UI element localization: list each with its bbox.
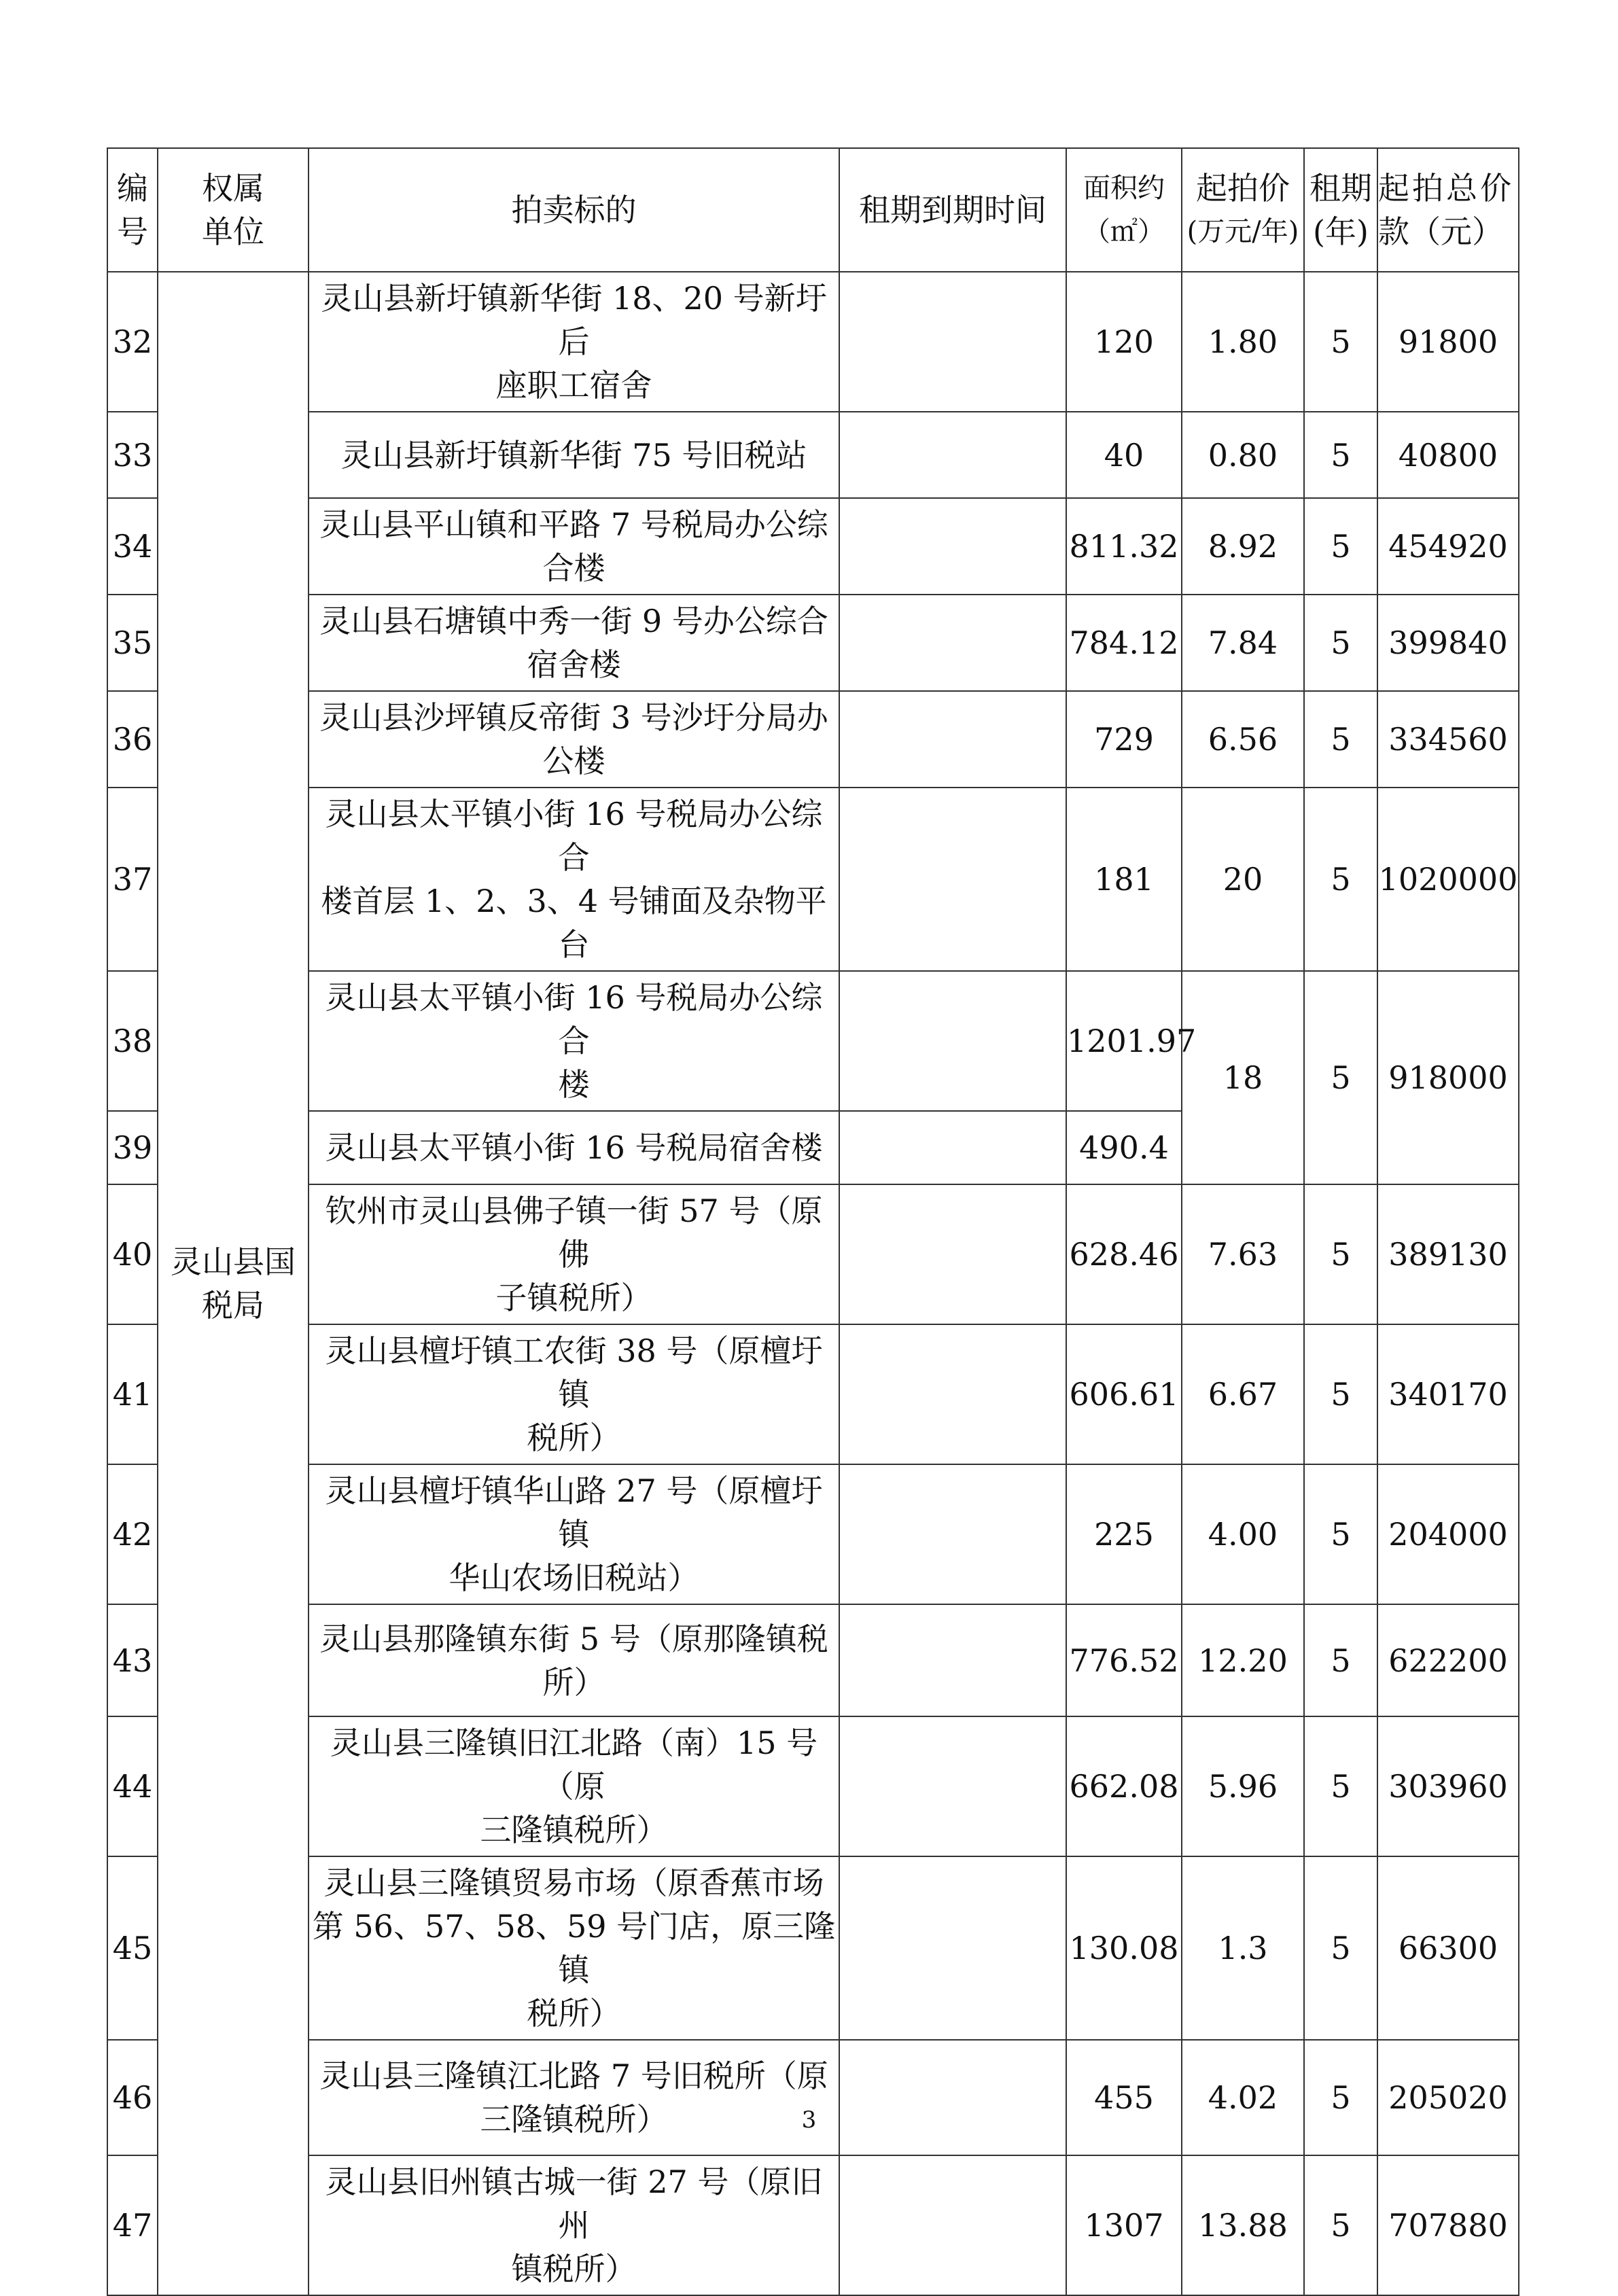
- row-subject: [309, 498, 839, 595]
- row-price: 5.96: [1182, 1716, 1304, 1856]
- row-term: 5: [1304, 595, 1377, 691]
- row-subject-line: 合楼: [542, 550, 605, 586]
- row-area: 490.4: [1066, 1111, 1182, 1184]
- row-area: 662.08: [1066, 1716, 1182, 1856]
- row-subject-line: 灵山县太平镇小街 16 号税局办公综合: [325, 796, 823, 876]
- row-area: 1307: [1066, 2155, 1182, 2295]
- row-subject-line: 宿舍楼: [527, 646, 621, 683]
- table-row: [107, 412, 1519, 498]
- row-area: 225: [1066, 1464, 1182, 1604]
- row-subject-line: 楼首层 1、2、3、4 号铺面及杂物平台: [321, 883, 827, 963]
- row-expiry: [839, 498, 1066, 595]
- row-expiry: [839, 1716, 1066, 1856]
- row-subject: [309, 1604, 839, 1716]
- row-expiry: [839, 2155, 1066, 2295]
- row-subject: [309, 1716, 839, 1856]
- row-no: 46: [107, 2040, 158, 2155]
- row-no: 33: [107, 412, 158, 498]
- row-expiry: [839, 412, 1066, 498]
- row-area: 784.12: [1066, 595, 1182, 691]
- row-expiry: [839, 788, 1066, 971]
- row-term: 5: [1304, 788, 1377, 971]
- row-price: 18: [1182, 971, 1304, 1184]
- row-area: 628.46: [1066, 1184, 1182, 1324]
- row-total: 454920: [1377, 498, 1519, 595]
- row-subject: [309, 412, 839, 498]
- header-term: 租期 (年): [1304, 148, 1377, 272]
- row-subject-line: 三隆镇税所）: [480, 1812, 668, 1848]
- header-expiry: 租期到期时间: [839, 148, 1066, 272]
- row-subject: [309, 595, 839, 691]
- owner-unit-line: 灵山县国: [171, 1243, 296, 1280]
- row-total: 1020000: [1377, 788, 1519, 971]
- table-row: [107, 2155, 1519, 2295]
- row-expiry: [839, 2040, 1066, 2155]
- auction-table: [107, 147, 1519, 2296]
- row-subject-line: 钦州市灵山县佛子镇一街 57 号（原佛: [325, 1193, 823, 1273]
- row-price: 7.63: [1182, 1184, 1304, 1324]
- row-total: 340170: [1377, 1324, 1519, 1464]
- row-subject-line: 灵山县太平镇小街 16 号税局宿舍楼: [325, 1129, 823, 1166]
- row-total: 205020: [1377, 2040, 1519, 2155]
- row-expiry: [839, 1184, 1066, 1324]
- row-expiry: [839, 1604, 1066, 1716]
- row-total: 389130: [1377, 1184, 1519, 1324]
- row-total: 334560: [1377, 691, 1519, 788]
- row-subject: [309, 1464, 839, 1604]
- row-term: 5: [1304, 498, 1377, 595]
- row-area: 1201.97: [1066, 971, 1182, 1111]
- row-area: 776.52: [1066, 1604, 1182, 1716]
- row-no: 36: [107, 691, 158, 788]
- row-total: 91800: [1377, 272, 1519, 412]
- row-subject-line: 灵山县新圩镇新华街 18、20 号新圩后: [321, 280, 827, 360]
- row-area: 455: [1066, 2040, 1182, 2155]
- row-price: 6.67: [1182, 1324, 1304, 1464]
- table-row: [107, 1856, 1519, 2040]
- row-subject-line: 灵山县檀圩镇华山路 27 号（原檀圩镇: [325, 1472, 823, 1553]
- table-row: [107, 1464, 1519, 1604]
- row-term: 5: [1304, 1464, 1377, 1604]
- row-total: 399840: [1377, 595, 1519, 691]
- row-no: 43: [107, 1604, 158, 1716]
- owner-unit: [158, 272, 309, 2295]
- row-expiry: [839, 1324, 1066, 1464]
- row-price: 20: [1182, 788, 1304, 971]
- row-subject-line: 公楼: [542, 743, 605, 779]
- row-price: 13.88: [1182, 2155, 1304, 2295]
- table-row: [107, 498, 1519, 595]
- row-total: 204000: [1377, 1464, 1519, 1604]
- row-term: 5: [1304, 2040, 1377, 2155]
- header-total: 起拍总价 款（元）: [1377, 148, 1519, 272]
- row-no: 39: [107, 1111, 158, 1184]
- row-total: 303960: [1377, 1716, 1519, 1856]
- row-no: 41: [107, 1324, 158, 1464]
- row-subject-line: 灵山县平山镇和平路 7 号税局办公综: [319, 506, 828, 543]
- row-no: 47: [107, 2155, 158, 2295]
- row-price: 4.02: [1182, 2040, 1304, 2155]
- row-no: 44: [107, 1716, 158, 1856]
- row-price: 1.80: [1182, 272, 1304, 412]
- row-subject-line: 楼: [558, 1066, 590, 1103]
- table-row: [107, 1716, 1519, 1856]
- row-total: 66300: [1377, 1856, 1519, 2040]
- row-total: 40800: [1377, 412, 1519, 498]
- row-subject: [309, 1111, 839, 1184]
- row-area: 811.32: [1066, 498, 1182, 595]
- row-subject-line: 子镇税所）: [495, 1279, 652, 1316]
- row-no: 37: [107, 788, 158, 971]
- row-term: 5: [1304, 1184, 1377, 1324]
- row-price: 0.80: [1182, 412, 1304, 498]
- row-price: 4.00: [1182, 1464, 1304, 1604]
- table-row: [107, 971, 1519, 1111]
- header-area: 面积约 （㎡）: [1066, 148, 1182, 272]
- row-subject: [309, 1324, 839, 1464]
- header-row: [107, 148, 1519, 272]
- row-price: 12.20: [1182, 1604, 1304, 1716]
- row-area: 729: [1066, 691, 1182, 788]
- row-expiry: [839, 272, 1066, 412]
- row-price: 7.84: [1182, 595, 1304, 691]
- row-no: 34: [107, 498, 158, 595]
- row-subject-line: 灵山县檀圩镇工农街 38 号（原檀圩镇: [325, 1332, 823, 1413]
- row-expiry: [839, 1856, 1066, 2040]
- row-expiry: [839, 1111, 1066, 1184]
- owner-unit-line: 税局: [202, 1287, 264, 1324]
- row-area: 120: [1066, 272, 1182, 412]
- row-subject-line: 灵山县沙坪镇反帝街 3 号沙圩分局办: [319, 699, 828, 736]
- row-expiry: [839, 1464, 1066, 1604]
- table-row: [107, 595, 1519, 691]
- row-subject: [309, 971, 839, 1111]
- row-expiry: [839, 595, 1066, 691]
- header-no: 编 号: [107, 148, 158, 272]
- row-term: 5: [1304, 971, 1377, 1184]
- row-subject-line: 税所）: [527, 1419, 621, 1456]
- row-subject: [309, 2155, 839, 2295]
- row-area: 606.61: [1066, 1324, 1182, 1464]
- row-subject-line: 所）: [542, 1663, 605, 1701]
- row-no: 40: [107, 1184, 158, 1324]
- table-row: [107, 2040, 1519, 2155]
- header-price: 起拍价 (万元/年): [1182, 148, 1304, 272]
- row-no: 35: [107, 595, 158, 691]
- table-row: [107, 1324, 1519, 1464]
- row-no: 32: [107, 272, 158, 412]
- row-subject-line: 灵山县旧州镇古城一街 27 号（原旧州: [325, 2163, 823, 2244]
- row-subject: [309, 691, 839, 788]
- row-subject: [309, 272, 839, 412]
- header-subject: 拍卖标的: [309, 148, 839, 272]
- row-term: 5: [1304, 2155, 1377, 2295]
- row-term: 5: [1304, 1856, 1377, 2040]
- row-subject-line: 镇税所）: [511, 2250, 637, 2287]
- row-price: 6.56: [1182, 691, 1304, 788]
- row-term: 5: [1304, 412, 1377, 498]
- row-expiry: [839, 971, 1066, 1111]
- row-subject: [309, 2040, 839, 2155]
- row-subject-line: 三隆镇税所）: [480, 2101, 668, 2138]
- row-total: 707880: [1377, 2155, 1519, 2295]
- row-area: 181: [1066, 788, 1182, 971]
- table-row: [107, 1184, 1519, 1324]
- table-row: [107, 1604, 1519, 1716]
- row-expiry: [839, 691, 1066, 788]
- row-no: 45: [107, 1856, 158, 2040]
- table-row: [107, 691, 1519, 788]
- row-subject-line: 灵山县石塘镇中秀一街 9 号办公综合: [319, 603, 828, 639]
- page-number: 3: [801, 2106, 817, 2134]
- row-subject-line: 座职工宿舍: [495, 367, 652, 404]
- row-no: 38: [107, 971, 158, 1111]
- table-row: [107, 272, 1519, 412]
- row-subject-line: 华山农场旧税站）: [449, 1559, 699, 1596]
- row-term: 5: [1304, 1324, 1377, 1464]
- row-term: 5: [1304, 1604, 1377, 1716]
- row-subject: [309, 1184, 839, 1324]
- row-subject-line: 灵山县三隆镇旧江北路（南）15 号（原: [330, 1725, 818, 1805]
- row-area: 130.08: [1066, 1856, 1182, 2040]
- row-subject-line: 灵山县三隆镇贸易市场（原香蕉市场: [323, 1865, 824, 1901]
- row-subject-line: 灵山县太平镇小街 16 号税局办公综合: [325, 979, 823, 1059]
- row-total: 622200: [1377, 1604, 1519, 1716]
- row-term: 5: [1304, 691, 1377, 788]
- row-subject-line: 灵山县新圩镇新华街 75 号旧税站: [340, 436, 807, 474]
- row-price: 1.3: [1182, 1856, 1304, 2040]
- table-row: [107, 788, 1519, 971]
- row-subject-line: 灵山县三隆镇江北路 7 号旧税所（原: [319, 2057, 828, 2094]
- row-term: 5: [1304, 1716, 1377, 1856]
- row-subject: [309, 788, 839, 971]
- row-subject-line: 灵山县那隆镇东街 5 号（原那隆镇税: [319, 1620, 828, 1657]
- row-term: 5: [1304, 272, 1377, 412]
- row-subject: [309, 1856, 839, 2040]
- row-no: 42: [107, 1464, 158, 1604]
- row-area: 40: [1066, 412, 1182, 498]
- row-subject-line: 第 56、57、58、59 号门店，原三隆镇: [312, 1908, 836, 1988]
- row-total: 918000: [1377, 971, 1519, 1184]
- header-owner: 权属 单位: [158, 148, 309, 272]
- row-subject-line: 税所）: [527, 1995, 621, 2032]
- row-price: 8.92: [1182, 498, 1304, 595]
